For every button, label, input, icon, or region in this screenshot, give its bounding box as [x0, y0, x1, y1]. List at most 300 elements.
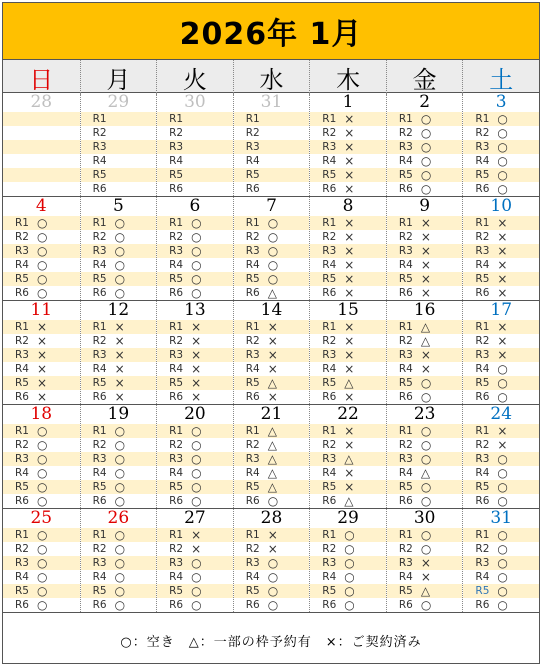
slot-status: ○	[497, 494, 508, 508]
slot-row	[387, 556, 463, 570]
slot-row	[463, 452, 539, 466]
day-cell[interactable]	[233, 301, 310, 404]
slot-status: ○	[37, 466, 48, 480]
slot-row	[463, 230, 539, 244]
slot-row	[3, 334, 80, 348]
slot-label: R4	[92, 155, 107, 167]
day-cell[interactable]	[156, 509, 233, 612]
day-number: 18	[30, 405, 53, 424]
slot-row	[3, 154, 80, 168]
slot-label: R3	[475, 453, 490, 465]
slot-row	[387, 348, 463, 362]
slot-row	[3, 438, 80, 452]
slot-row	[157, 182, 233, 196]
slot-status: △	[420, 584, 431, 598]
slot-label: R5	[398, 273, 413, 285]
slot-status: ○	[497, 528, 508, 542]
slot-label: R5	[245, 377, 260, 389]
slot-label: R4	[398, 363, 413, 375]
slot-row	[3, 598, 80, 612]
slot-status: ○	[114, 452, 126, 466]
slot-status: ○	[497, 452, 508, 466]
slot-row	[463, 438, 539, 452]
day-number: 22	[337, 405, 359, 424]
slot-status: ×	[344, 424, 355, 438]
slot-row	[310, 542, 386, 556]
slot-label: R6	[169, 391, 184, 403]
slot-label: R5	[169, 585, 184, 597]
slot-status: ○	[420, 598, 432, 612]
slot-status: ○	[114, 466, 126, 480]
slot-label: R4	[398, 259, 413, 271]
day-cell[interactable]	[309, 301, 386, 404]
slot-label: R6	[169, 599, 184, 611]
day-cell[interactable]	[3, 93, 80, 196]
slot-list	[3, 424, 80, 508]
day-cell[interactable]	[233, 93, 310, 196]
day-number: 3	[495, 93, 507, 112]
slot-row	[3, 272, 80, 286]
slot-row	[463, 542, 539, 556]
day-number: 14	[260, 301, 283, 320]
slot-row	[81, 424, 157, 438]
slot-status: ○	[114, 528, 126, 542]
slot-label: R2	[322, 127, 337, 139]
slot-list	[157, 216, 233, 300]
slot-status	[115, 140, 139, 154]
slot-label: R3	[322, 557, 337, 569]
slot-status: ○	[420, 182, 432, 196]
slot-row	[157, 230, 233, 244]
slot-row	[157, 452, 233, 466]
slot-list	[387, 424, 463, 508]
slot-label: R1	[475, 321, 490, 333]
slot-status: ×	[497, 348, 508, 362]
day-cell[interactable]	[309, 93, 386, 196]
slot-list	[234, 112, 310, 196]
slot-label: R1	[169, 529, 184, 541]
slot-row	[157, 258, 233, 272]
slot-list	[387, 216, 463, 300]
slot-label: R3	[169, 349, 184, 361]
slot-label: R5	[322, 169, 337, 181]
slot-status: ○	[497, 376, 508, 390]
slot-status: ○	[267, 570, 279, 584]
slot-label: R1	[169, 425, 184, 437]
slot-label: R2	[245, 231, 260, 243]
slot-row	[310, 348, 386, 362]
day-number: 17	[490, 301, 513, 320]
day-cell[interactable]	[233, 509, 310, 612]
day-cell[interactable]	[80, 509, 157, 612]
slot-row	[81, 140, 157, 154]
slot-row	[3, 286, 80, 300]
day-number: 25	[30, 509, 53, 528]
day-cell[interactable]	[80, 93, 157, 196]
day-number: 16	[413, 301, 436, 320]
slot-label: R1	[15, 217, 29, 229]
day-number: 31	[490, 509, 513, 528]
slot-status: ○	[267, 216, 279, 230]
slot-row	[81, 542, 157, 556]
slot-row	[3, 556, 80, 570]
slot-row	[310, 362, 386, 376]
slot-row	[387, 112, 463, 126]
slot-label: R4	[92, 363, 107, 375]
slot-list	[310, 112, 386, 196]
slot-row	[463, 320, 539, 334]
slot-label: R2	[92, 543, 107, 555]
slot-status: ○	[267, 494, 279, 508]
slot-row	[81, 452, 157, 466]
day-cell[interactable]	[309, 197, 386, 300]
slot-status	[268, 154, 292, 168]
day-cell[interactable]	[156, 405, 233, 508]
slot-status: ○	[114, 584, 126, 598]
slot-label: R4	[15, 467, 29, 479]
slot-status: ×	[191, 348, 202, 362]
slot-row	[157, 376, 233, 390]
day-cell[interactable]	[80, 301, 157, 404]
slot-status: ×	[420, 258, 431, 272]
slot-row	[387, 390, 463, 404]
slot-status: ○	[191, 494, 202, 508]
day-cell[interactable]	[462, 405, 539, 508]
slot-status: ○	[344, 542, 355, 556]
slot-status: ○	[37, 286, 48, 300]
slot-label: R4	[322, 155, 337, 167]
slot-list	[387, 112, 463, 196]
slot-status: ○	[420, 376, 432, 390]
slot-status: △	[420, 320, 431, 334]
slot-status: ○	[267, 584, 279, 598]
slot-label: R5	[92, 377, 107, 389]
slot-row	[387, 528, 463, 542]
slot-row	[234, 154, 310, 168]
slot-label: R1	[92, 529, 107, 541]
slot-status: ○	[37, 244, 48, 258]
slot-list	[310, 320, 386, 404]
slot-row	[463, 216, 539, 230]
slot-label: R5	[475, 585, 490, 597]
slot-status: ○	[497, 182, 508, 196]
day-number: 9	[419, 197, 431, 216]
slot-label: R2	[475, 335, 490, 347]
slot-row	[387, 494, 463, 508]
day-number: 8	[342, 197, 354, 216]
slot-status: ○	[420, 112, 432, 126]
slot-row	[463, 390, 539, 404]
slot-status: ×	[344, 258, 355, 272]
slot-status: ×	[344, 168, 355, 182]
slot-status: ○	[114, 216, 126, 230]
slot-status: ○	[420, 168, 432, 182]
slot-row	[463, 570, 539, 584]
slot-row	[387, 598, 463, 612]
slot-label: R2	[15, 439, 29, 451]
day-number: 15	[337, 301, 359, 320]
slot-status: ○	[191, 272, 202, 286]
slot-list	[81, 320, 157, 404]
slot-label: R6	[398, 287, 413, 299]
slot-status: ○	[191, 424, 202, 438]
slot-row	[234, 168, 310, 182]
slot-status: ×	[114, 348, 125, 362]
slot-label: R2	[475, 127, 490, 139]
day-cell[interactable]	[156, 197, 233, 300]
slot-row	[234, 438, 310, 452]
slot-label: R6	[169, 183, 184, 195]
slot-row	[387, 480, 463, 494]
slot-row	[157, 390, 233, 404]
day-cell[interactable]	[386, 405, 463, 508]
day-cell[interactable]	[3, 197, 80, 300]
slot-row	[3, 528, 80, 542]
slot-row	[3, 584, 80, 598]
day-cell[interactable]	[462, 197, 539, 300]
slot-label: R3	[475, 557, 490, 569]
day-cell[interactable]	[80, 405, 157, 508]
slot-row	[310, 466, 386, 480]
slot-row	[157, 466, 233, 480]
day-cell[interactable]	[386, 93, 463, 196]
slot-row	[387, 286, 463, 300]
slot-status: ○	[114, 424, 126, 438]
slot-row	[387, 424, 463, 438]
slot-row	[157, 244, 233, 258]
slot-label: R2	[169, 127, 184, 139]
calendar-title: 2026年 1月	[3, 3, 539, 60]
slot-row	[81, 286, 157, 300]
slot-label: R4	[398, 571, 413, 583]
slot-list	[81, 216, 157, 300]
slot-label: R6	[169, 495, 184, 507]
slot-row	[81, 112, 157, 126]
slot-label: R3	[398, 245, 413, 257]
slot-status: △	[267, 466, 277, 480]
slot-status: ×	[191, 528, 202, 542]
slot-row	[387, 376, 463, 390]
slot-label: R6	[322, 495, 337, 507]
slot-status: ○	[37, 598, 48, 612]
slot-label: R3	[169, 453, 184, 465]
slot-row	[234, 126, 310, 140]
slot-list	[310, 424, 386, 508]
slot-status: ×	[497, 438, 508, 452]
slot-label: R3	[245, 141, 260, 153]
slot-status: ×	[497, 230, 508, 244]
slot-row	[81, 466, 157, 480]
slot-label: R1	[169, 217, 184, 229]
slot-label: R6	[245, 391, 260, 403]
slot-status: ×	[497, 272, 508, 286]
slot-status: ○	[37, 542, 48, 556]
slot-status: ×	[420, 244, 431, 258]
slot-row	[157, 570, 233, 584]
slot-row	[387, 216, 463, 230]
slot-row	[157, 216, 233, 230]
slot-row	[81, 258, 157, 272]
day-cell[interactable]	[462, 509, 539, 612]
slot-status: ×	[267, 528, 278, 542]
slot-status: ×	[420, 570, 431, 584]
day-number: 23	[413, 405, 436, 424]
slot-list	[3, 112, 80, 196]
slot-status: ×	[420, 230, 431, 244]
slot-label: R1	[169, 113, 184, 125]
slot-status: ○	[114, 272, 126, 286]
slot-row	[234, 216, 310, 230]
slot-label: R1	[15, 529, 29, 541]
slot-status: ×	[420, 286, 431, 300]
day-cell[interactable]	[3, 405, 80, 508]
slot-row	[234, 140, 310, 154]
slot-label: R4	[475, 259, 490, 271]
slot-status: ×	[37, 390, 48, 404]
slot-label: R6	[322, 391, 337, 403]
slot-row	[81, 480, 157, 494]
slot-status: ×	[344, 216, 355, 230]
slot-row	[463, 362, 539, 376]
slot-status: ○	[37, 584, 48, 598]
slot-label: R1	[169, 321, 184, 333]
weekday-header	[3, 60, 539, 93]
day-cell[interactable]	[233, 197, 310, 300]
slot-row	[234, 112, 310, 126]
slot-row	[3, 320, 80, 334]
slot-row	[387, 140, 463, 154]
slot-label: R2	[475, 543, 490, 555]
day-cell[interactable]	[309, 509, 386, 612]
slot-row	[310, 452, 386, 466]
slot-status: ○	[114, 494, 126, 508]
slot-status: △	[267, 452, 277, 466]
slot-row	[310, 494, 386, 508]
day-cell[interactable]	[3, 301, 80, 404]
slot-row	[3, 168, 80, 182]
slot-status: ×	[114, 390, 125, 404]
slot-label: R6	[15, 599, 29, 611]
slot-row	[157, 424, 233, 438]
day-number: 10	[490, 197, 513, 216]
slot-row	[463, 598, 539, 612]
slot-status: ×	[497, 216, 508, 230]
slot-row	[310, 244, 386, 258]
slot-label: R2	[92, 335, 107, 347]
day-number: 28	[260, 509, 283, 528]
slot-list	[463, 424, 539, 508]
slot-status: ×	[344, 182, 355, 196]
slot-label: R6	[92, 599, 107, 611]
slot-status: ○	[191, 598, 202, 612]
day-number: 30	[184, 93, 206, 112]
slot-label: R4	[475, 155, 490, 167]
slot-row	[463, 140, 539, 154]
slot-status: ○	[37, 480, 48, 494]
day-number: 20	[184, 405, 206, 424]
day-cell[interactable]	[462, 93, 539, 196]
slot-status: ×	[114, 334, 125, 348]
slot-status: ○	[420, 424, 432, 438]
slot-status: ○	[420, 154, 432, 168]
slot-status	[37, 168, 61, 182]
slot-status: ×	[37, 376, 48, 390]
day-cell[interactable]	[3, 509, 80, 612]
slot-row	[157, 348, 233, 362]
slot-list	[81, 424, 157, 508]
day-number: 12	[107, 301, 130, 320]
slot-row	[234, 286, 310, 300]
day-cell[interactable]	[80, 197, 157, 300]
day-cell[interactable]	[156, 301, 233, 404]
slot-row	[463, 182, 539, 196]
slot-status: ○	[191, 452, 202, 466]
slot-label: R3	[475, 349, 490, 361]
slot-status: ○	[267, 230, 279, 244]
slot-label: R6	[92, 391, 107, 403]
slot-label	[3, 126, 37, 140]
slot-status: ×	[37, 362, 48, 376]
slot-row	[463, 584, 539, 598]
slot-status: ○	[497, 126, 508, 140]
slot-row	[157, 480, 233, 494]
slot-row	[81, 182, 157, 196]
slot-row	[310, 528, 386, 542]
slot-label: R4	[169, 467, 184, 479]
slot-row	[234, 452, 310, 466]
slot-row	[310, 112, 386, 126]
slot-status: △	[267, 424, 277, 438]
slot-label: R6	[322, 599, 337, 611]
slot-row	[310, 584, 386, 598]
slot-row	[310, 286, 386, 300]
day-cell[interactable]	[386, 197, 463, 300]
slot-label: R1	[398, 425, 413, 437]
slot-row	[310, 390, 386, 404]
day-cell[interactable]	[462, 301, 539, 404]
slot-row	[310, 598, 386, 612]
slot-row	[157, 362, 233, 376]
slot-status: △	[267, 286, 277, 300]
slot-status: ×	[420, 272, 431, 286]
slot-label: R1	[92, 425, 107, 437]
slot-status: ○	[497, 168, 508, 182]
day-cell[interactable]	[309, 405, 386, 508]
slot-label: R4	[169, 571, 184, 583]
day-cell[interactable]	[156, 93, 233, 196]
booking-calendar	[2, 2, 540, 664]
slot-label: R5	[15, 273, 29, 285]
day-cell[interactable]	[233, 405, 310, 508]
slot-status	[37, 154, 61, 168]
day-cell[interactable]	[386, 301, 463, 404]
slot-status: ×	[267, 542, 278, 556]
slot-status: ○	[191, 258, 202, 272]
slot-status: △	[267, 376, 277, 390]
slot-label: R5	[475, 481, 490, 493]
slot-row	[81, 598, 157, 612]
slot-row	[234, 320, 310, 334]
slot-row	[3, 390, 80, 404]
slot-label: R2	[245, 127, 260, 139]
day-number: 31	[260, 93, 283, 112]
slot-row	[310, 258, 386, 272]
day-cell[interactable]	[386, 509, 463, 612]
slot-row	[387, 182, 463, 196]
slot-status: ○	[420, 452, 432, 466]
slot-status: ○	[420, 390, 432, 404]
slot-row	[81, 244, 157, 258]
